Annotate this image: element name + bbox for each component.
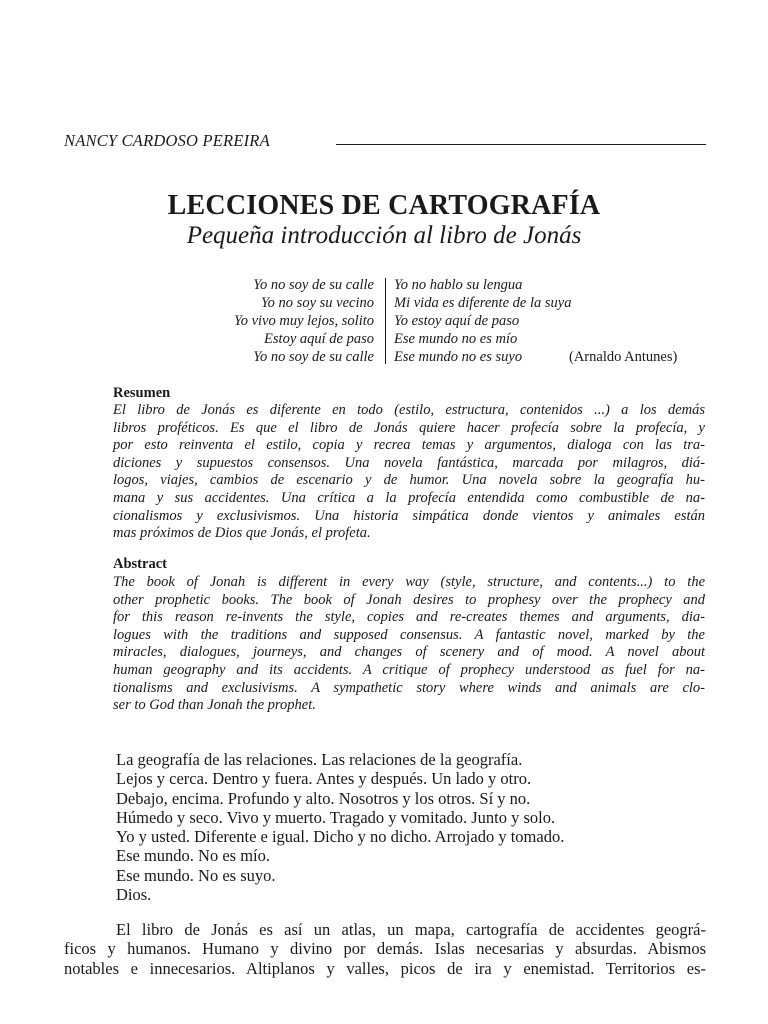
epigraph-attribution: (Arnaldo Antunes) [569, 349, 678, 365]
body-line: ficos y humanos. Humano y divino por demás. Islas necesarias y absurdas. Abismos [64, 939, 706, 959]
running-header [64, 131, 706, 153]
epigraph-line: Yo no soy de su calle [253, 349, 374, 365]
abstract-line: logues with the traditions and supposed consensus. A fantastic novel, marked by the [113, 626, 705, 643]
header-rule [336, 144, 706, 145]
body-line: El libro de Jonás es así un atlas, un mapa, cartografía de accidentes geográ- [116, 920, 706, 939]
verse-line: La geografía de las relaciones. Las relaciones de la geografía. [116, 750, 523, 769]
verse-line: Yo y usted. Diferente e igual. Dicho y no dicho. Arrojado y tomado. [116, 827, 565, 847]
abstract-line: for this reason re-invents the style, copies and re-creates themes and arguments, dia- [113, 609, 705, 626]
resumen-line: libros proféticos. Es que el libro de Jonás quiere hacer profecía sobre la profecía, y [113, 419, 705, 436]
epigraph-line: Yo no soy de su calle [253, 277, 374, 293]
epigraph-line: Mi vida es diferente de la suya [394, 295, 572, 311]
abstract-line: tionalisms and exclusivisms. A sympathetic story where winds and animals are clo- [113, 679, 705, 696]
abstract-line: other prophetic books. The book of Jonah desires to prophesy over the prophecy and [113, 591, 705, 608]
verse-line: Húmedo y seco. Vivo y muerto. Tragado y vomitado. Junto y solo. [116, 807, 556, 827]
abstract-line: ser to God than Jonah the prophet. [113, 697, 316, 714]
verse-line: Lejos y cerca. Dentro y fuera. Antes y después. Un lado y otro. [116, 769, 532, 789]
resumen-line: mana y sus accidentes. Una crítica a la profecía entendida como combustible de na- [113, 489, 705, 506]
epigraph-line: Yo no hablo su lengua [394, 277, 523, 293]
resumen-text [113, 402, 705, 543]
resumen-line: logos, viajes, cambios de escenario y de humor. Una novela sobre la geografía hu- [113, 472, 705, 489]
resumen-line: diciones y supuestos consensos. Una novela fantástica, marcada por milagros, diá- [113, 454, 705, 471]
abstract-line: human geography and its accidents. A critique of prophecy understood as fuel for na- [113, 661, 705, 678]
author-name: NANCY CARDOSO PEREIRA [64, 131, 270, 150]
epigraph-line: Yo vivo muy lejos, solito [233, 313, 374, 329]
verse-line: Ese mundo. No es mío. [116, 846, 270, 866]
verse-line: Ese mundo. No es suyo. [116, 865, 276, 885]
resumen-heading: Resumen [113, 385, 171, 401]
verse-line: Dios. [116, 885, 152, 905]
resumen-line: El libro de Jonás es diferente en todo (estilo, estructura, contenidos ...) a los demás [113, 402, 705, 418]
body-line: notables e innecesarios. Altiplanos y valles, picos de ira y enemistad. Territorios es- [64, 958, 706, 978]
article-title: LECCIONES DE CARTOGRAFÍA [167, 190, 601, 221]
verse-line: Debajo, encima. Profundo y alto. Nosotros y los otros. Sí y no. [116, 788, 531, 808]
epigraph-divider [385, 278, 386, 364]
verse-block [116, 750, 564, 904]
epigraph-line: Yo no soy su vecino [260, 295, 374, 311]
epigraph-line: Estoy aquí de paso [264, 331, 374, 347]
abstract-text [113, 574, 705, 715]
abstract-line: miracles, dialogues, journeys, and changes of scenery and of mood. A novel about [113, 644, 705, 661]
epigraph-line: Ese mundo no es mío [394, 331, 518, 347]
epigraph-line: Ese mundo no es suyo [394, 349, 523, 365]
resumen-line: cionalismos y exclusivismos. Una historia simpática donde vientos y animales están [113, 507, 705, 524]
epigraph-left-column [150, 276, 374, 366]
abstract-heading: Abstract [113, 556, 167, 572]
resumen-line: mas próximos de Dios que Jonás, el profeta. [113, 525, 371, 542]
epigraph-line: Yo estoy aquí de paso [394, 313, 520, 329]
resumen-line: por esto reinventa el estilo, copia y recrea temas y argumentos, dialoga con las tra- [113, 437, 705, 454]
body-paragraph [64, 920, 706, 978]
article-subtitle: Pequeña introducción al libro de Jonás [186, 222, 582, 249]
abstract-line: The book of Jonah is different in every way (style, structure, and contents...) to the [113, 574, 705, 590]
